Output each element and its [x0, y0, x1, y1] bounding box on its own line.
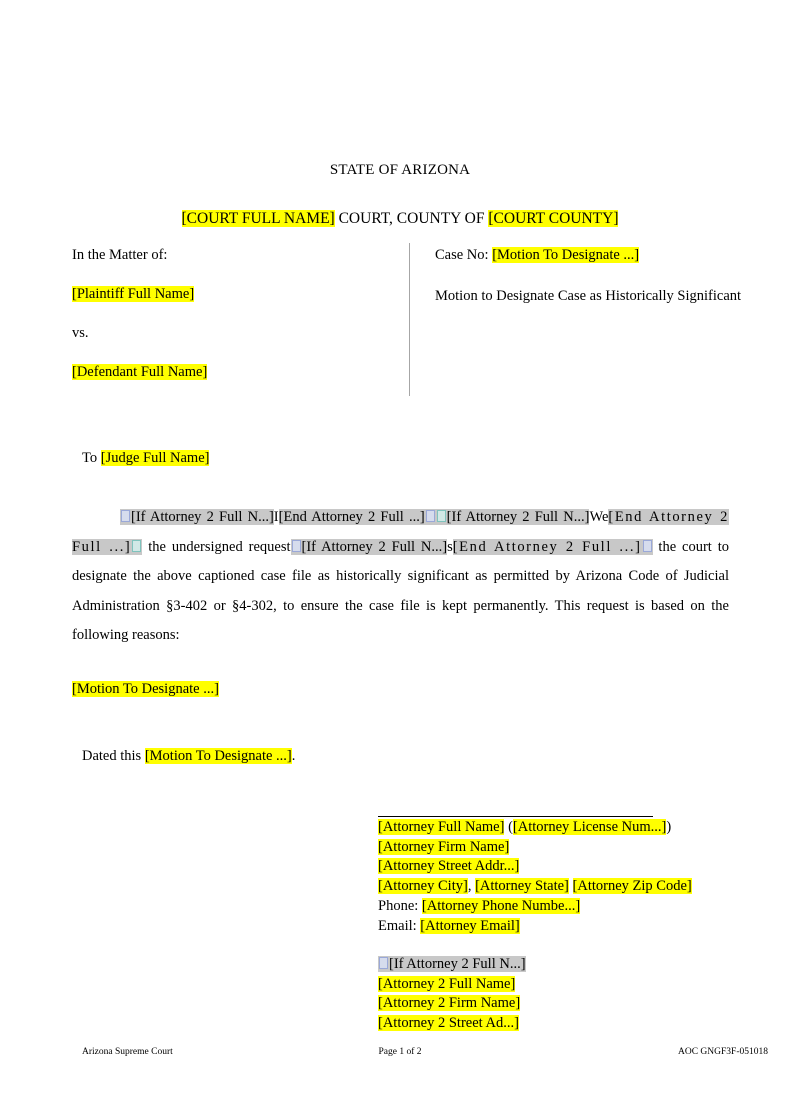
signature-rule	[378, 816, 653, 817]
field-if-attorney2-a[interactable]	[120, 509, 274, 525]
in-the-matter-of-label: In the Matter of:	[72, 247, 168, 263]
field-if-attorney2-signature-label: [If Attorney 2 Full N...]	[389, 956, 526, 972]
attorney-email-field[interactable]: [Attorney Email]	[420, 917, 520, 934]
court-full-name-field[interactable]: [COURT FULL NAME]	[181, 210, 335, 227]
caption-divider	[409, 243, 410, 396]
footer-form-code: AOC GNGF3F-051018	[678, 1047, 768, 1057]
license-close-paren: )	[666, 819, 672, 835]
court-heading-middle: COURT, COUNTY OF	[334, 210, 489, 227]
defendant-row	[72, 363, 392, 382]
attorney-street-field[interactable]: [Attorney Street Addr...]	[378, 858, 520, 875]
court-heading	[0, 210, 800, 228]
field-end-attorney2-c[interactable]: [End Attorney 2 Full ...]	[452, 538, 642, 555]
attorney-2-street-field[interactable]: [Attorney 2 Street Ad...]	[378, 1015, 519, 1032]
attorney-2-firm-row	[378, 994, 778, 1014]
control-char-box-icon	[121, 510, 130, 522]
attorney-1-citystatezip-row	[378, 877, 778, 897]
attorney-license-number-field[interactable]: [Attorney License Num...]	[512, 819, 667, 835]
attorney-1-phone-row	[378, 897, 778, 917]
field-if-attorney2-signature[interactable]	[378, 956, 526, 972]
court-county-field[interactable]: [COURT COUNTY]	[488, 210, 619, 227]
dated-suffix: .	[291, 748, 296, 764]
attorney-2-field-row	[378, 955, 778, 975]
page-footer	[0, 1047, 800, 1063]
field-end-attorney2-b-part1: [End Attorney	[608, 509, 714, 525]
control-char-box-icon	[643, 540, 652, 552]
dated-line	[82, 748, 295, 765]
literal-we: We	[589, 509, 609, 525]
literal-s: s	[447, 538, 453, 555]
attorney-phone-field[interactable]: [Attorney Phone Numbe...]	[421, 897, 581, 914]
field-end-attorney2-a[interactable]: [End Attorney 2 Full ...]	[278, 509, 425, 525]
body-text-rest: the court to designate the above captioned case file as historically significant as permitted by Arizona Code of Judicial Administration §3-402 or §4-302, to ensure the case file is kept permanently. This request is based on the following reasons:	[72, 538, 729, 643]
field-end-attorney2-b-part2: 2 Full ...]	[72, 509, 729, 555]
motion-body-paragraph	[72, 503, 729, 651]
dated-prefix: Dated this	[82, 748, 145, 764]
phone-label: Phone:	[378, 897, 422, 914]
field-if-attorney2-b[interactable]	[425, 509, 590, 525]
field-trailing-box-b[interactable]	[642, 539, 653, 555]
reasons-field[interactable]: [Motion To Designate ...]	[72, 681, 219, 697]
state-heading: STATE OF ARIZONA	[329, 162, 471, 178]
attorney-1-email-row	[378, 917, 778, 937]
dated-date-field[interactable]: [Motion To Designate ...]	[144, 748, 292, 764]
attorney-2-block	[378, 955, 778, 1034]
judge-name-field[interactable]: [Judge Full Name]	[100, 450, 210, 466]
plaintiff-name-field[interactable]: [Plaintiff Full Name]	[72, 286, 195, 302]
control-char-box-teal-icon	[132, 540, 141, 552]
case-number-label: Case No:	[435, 247, 493, 263]
attorney-zip-field[interactable]: [Attorney Zip Code]	[572, 878, 692, 895]
attorney-1-block	[378, 818, 778, 936]
attorney-2-name-row	[378, 975, 778, 995]
reasons-row	[72, 681, 219, 698]
control-char-box-teal-icon	[437, 510, 446, 522]
case-number-row	[435, 246, 745, 265]
attorney-state-field[interactable]: [Attorney State]	[475, 878, 569, 895]
control-char-box-icon	[379, 957, 388, 969]
footer-page-number: Page 1 of 2	[378, 1047, 422, 1057]
field-if-attorney2-c-label: [If Attorney 2 Full N...]	[301, 538, 448, 555]
attorney-1-firm-row	[378, 838, 778, 858]
attorney-1-street-row	[378, 857, 778, 877]
field-trailing-box-a[interactable]	[131, 539, 142, 555]
attorney-city-field[interactable]: [Attorney City]	[378, 878, 468, 895]
control-char-box-icon	[292, 540, 301, 552]
versus-label: vs.	[72, 325, 89, 341]
city-state-separator: ,	[467, 878, 476, 895]
case-number-field[interactable]: [Motion To Designate ...]	[492, 247, 640, 263]
body-text-undersigned: the undersigned request	[142, 538, 291, 555]
attorney-2-firm-name-field[interactable]: [Attorney 2 Firm Name]	[378, 995, 521, 1012]
license-open-paren: (	[504, 819, 513, 835]
control-char-box-icon	[426, 510, 435, 522]
plaintiff-row	[72, 285, 392, 304]
attorney-2-full-name-field[interactable]: [Attorney 2 Full Name]	[378, 975, 516, 992]
field-if-attorney2-a-label: [If Attorney 2 Full N...]	[131, 509, 274, 525]
defendant-name-field[interactable]: [Defendant Full Name]	[72, 364, 208, 380]
email-label: Email:	[378, 917, 421, 934]
attorney-firm-name-field[interactable]: [Attorney Firm Name]	[378, 838, 510, 855]
attorney-2-street-row	[378, 1014, 778, 1034]
literal-i: I	[273, 509, 279, 525]
to-judge-line	[82, 450, 209, 467]
attorney-1-name-row	[378, 818, 778, 838]
field-if-attorney2-b-label: [If Attorney 2 Full N...]	[446, 509, 590, 525]
caption-left-column	[72, 246, 392, 402]
field-if-attorney2-c[interactable]	[291, 539, 448, 555]
to-judge-prefix: To	[82, 450, 101, 466]
attorney-full-name-field[interactable]: [Attorney Full Name]	[378, 819, 505, 835]
footer-agency: Arizona Supreme Court	[82, 1047, 173, 1057]
document-subject-title: Motion to Designate Case as Historically Significant	[435, 288, 742, 304]
caption-right-column	[435, 246, 745, 306]
